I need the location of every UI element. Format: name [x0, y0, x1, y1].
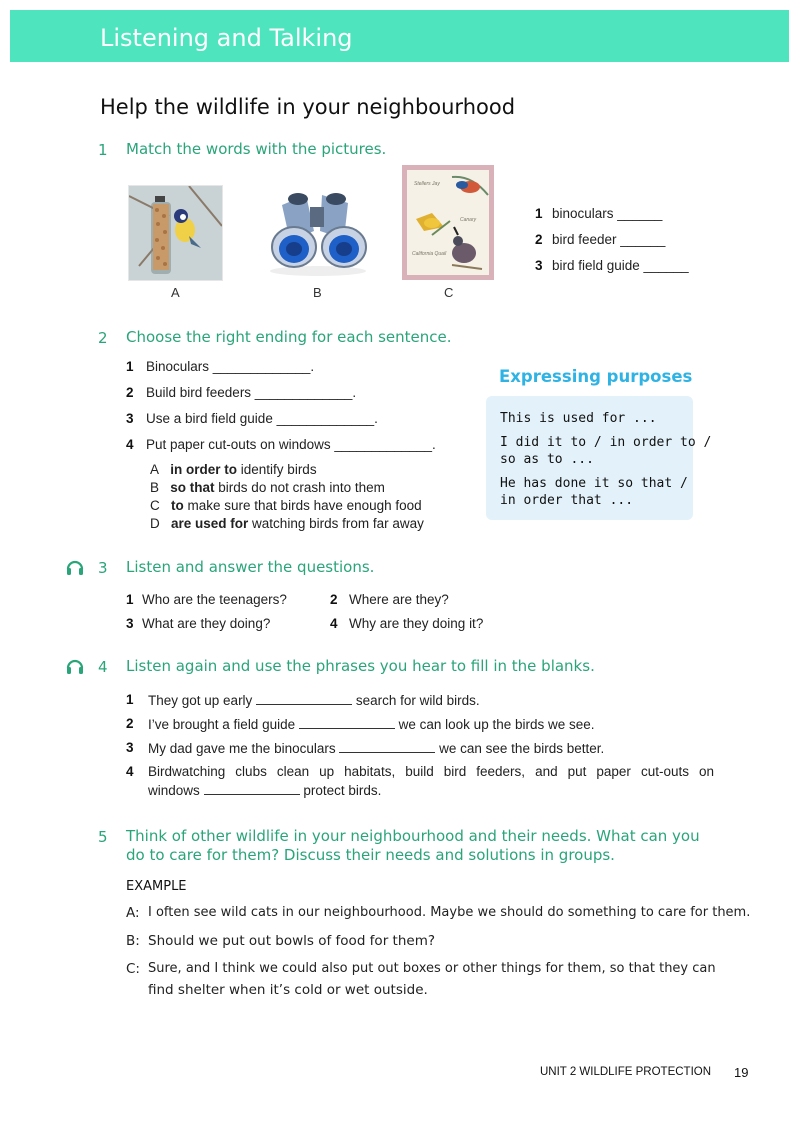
example-speaker-a: A: [126, 905, 140, 921]
section-3-title: Listen and answer the questions. [126, 558, 375, 576]
answer-blank[interactable] [339, 740, 435, 753]
s2-item-3-number: 3 [126, 411, 134, 426]
option-keyword: are used for [171, 516, 249, 531]
example-line-a: I often see wild cats in our neighbourhood. Maybe we should do something to care for them. [148, 905, 751, 920]
s1-item-1-text: binoculars ______ [552, 206, 663, 221]
section-2-number: 2 [98, 329, 108, 347]
answer-blank[interactable] [204, 782, 300, 795]
s3-q1-number: 1 [126, 592, 134, 607]
banner-title: Listening and Talking [100, 24, 353, 52]
answer-blank[interactable] [256, 692, 352, 705]
s2-option-c [150, 498, 422, 513]
s2-item-4-number: 4 [126, 437, 134, 452]
s4-item-4-part-a: windows [148, 783, 200, 798]
s4-item-3 [148, 740, 604, 756]
s2-item-2-text: Build bird feeders _____________. [146, 385, 357, 400]
s2-option-d [150, 516, 424, 531]
s4-item-4-part-b: protect birds. [303, 783, 382, 798]
option-keyword: in order to [170, 462, 238, 477]
section-2-title: Choose the right ending for each sentence. [126, 328, 452, 346]
s2-item-1-number: 1 [126, 359, 134, 374]
s3-q4-text: Why are they doing it? [349, 616, 484, 631]
s3-q2-number: 2 [330, 592, 338, 607]
expressing-line-2: I did it to / in order to / [500, 435, 712, 450]
section-1-title: Match the words with the pictures. [126, 140, 387, 158]
expressing-line-4: He has done it so that / [500, 476, 688, 491]
s1-item-2-number: 2 [535, 232, 543, 247]
s4-item-3-number: 3 [126, 740, 134, 755]
s4-item-1-part-a: They got up early [148, 693, 253, 708]
s1-item-3-number: 3 [535, 258, 543, 273]
section-3-number: 3 [98, 559, 108, 577]
section-4-title: Listen again and use the phrases you hear to fill in the blanks. [126, 657, 595, 675]
option-letter: A [150, 462, 160, 477]
answer-blank[interactable] [299, 716, 395, 729]
picture-field-guide [402, 165, 494, 280]
guide-label-quail: California Quail [412, 251, 447, 257]
example-line-c: Sure, and I think we could also put out boxes or other things for them, so that they can [148, 961, 716, 976]
expressing-purposes-title: Expressing purposes [499, 367, 693, 386]
s2-item-1-text: Binoculars _____________. [146, 359, 315, 374]
picture-binoculars [264, 185, 372, 279]
s1-item-1-number: 1 [535, 206, 543, 221]
s3-q4-number: 4 [330, 616, 338, 631]
option-text: make sure that birds have enough food [183, 498, 422, 513]
picture-label-a: A [171, 285, 180, 300]
s4-item-4-line-2 [148, 782, 381, 798]
option-keyword: so that [170, 480, 215, 495]
guide-label-jay: Stellers Jay [414, 181, 440, 187]
expressing-line-1: This is used for ... [500, 411, 657, 426]
option-text: birds do not crash into them [214, 480, 385, 495]
picture-bird-feeder [128, 185, 223, 281]
section-5-title-line-2: do to care for them? Discuss their needs and solutions in groups. [126, 846, 615, 864]
option-text: identify birds [237, 462, 317, 477]
option-letter: B [150, 480, 160, 495]
page-title: Help the wildlife in your neighbourhood [100, 95, 516, 119]
option-letter: D [150, 516, 160, 531]
s4-item-3-part-b: we can see the birds better. [439, 741, 605, 756]
s2-item-2-number: 2 [126, 385, 134, 400]
picture-label-b: B [313, 285, 322, 300]
footer-unit: UNIT 2 WILDLIFE PROTECTION [540, 1066, 712, 1078]
s3-q1-text: Who are the teenagers? [142, 592, 287, 607]
s4-item-1 [148, 692, 480, 708]
s2-option-b [150, 480, 385, 495]
s4-item-4-line-1: Birdwatching clubs clean up habitats, build bird feeders, and put paper cut-outs on [148, 764, 714, 779]
headphones-icon [65, 656, 85, 676]
expressing-line-5: in order that ... [500, 493, 634, 508]
option-keyword: to [171, 498, 184, 513]
s3-q3-number: 3 [126, 616, 134, 631]
s2-item-3-text: Use a bird field guide _____________. [146, 411, 378, 426]
s3-q3-text: What are they doing? [142, 616, 271, 631]
page-number: 19 [734, 1065, 749, 1080]
s4-item-2-part-b: we can look up the birds we see. [398, 717, 595, 732]
s4-item-2-number: 2 [126, 716, 134, 731]
option-text: watching birds from far away [248, 516, 424, 531]
s4-item-2-part-a: I’ve brought a field guide [148, 717, 296, 732]
guide-label-canary: Canary [460, 217, 477, 223]
s4-item-1-part-b: search for wild birds. [355, 693, 480, 708]
s4-item-2 [148, 716, 595, 732]
s3-q2-text: Where are they? [349, 592, 449, 607]
picture-label-c: C [444, 285, 454, 300]
section-4-number: 4 [98, 658, 108, 676]
s4-item-4-number: 4 [126, 764, 134, 779]
option-letter: C [150, 498, 160, 513]
example-speaker-c: C: [126, 961, 140, 977]
headphones-icon [65, 557, 85, 577]
example-line-b: Should we put out bowls of food for them? [148, 933, 436, 949]
s2-option-a [150, 462, 317, 477]
s4-item-1-number: 1 [126, 692, 134, 707]
section-5-title-line-1: Think of other wildlife in your neighbourhood and their needs. What can you [126, 827, 700, 845]
example-label: EXAMPLE [126, 879, 187, 894]
s4-item-3-part-a: My dad gave me the binoculars [148, 741, 336, 756]
section-5-number: 5 [98, 828, 108, 846]
section-1-number: 1 [98, 141, 108, 159]
s1-item-3-text: bird field guide ______ [552, 258, 689, 273]
s2-item-4-text: Put paper cut-outs on windows _____________. [146, 437, 436, 452]
expressing-line-3: so as to ... [500, 452, 594, 467]
example-line-c-cont: find shelter when it’s cold or wet outside. [148, 982, 428, 998]
s1-item-2-text: bird feeder ______ [552, 232, 666, 247]
example-speaker-b: B: [126, 933, 140, 949]
